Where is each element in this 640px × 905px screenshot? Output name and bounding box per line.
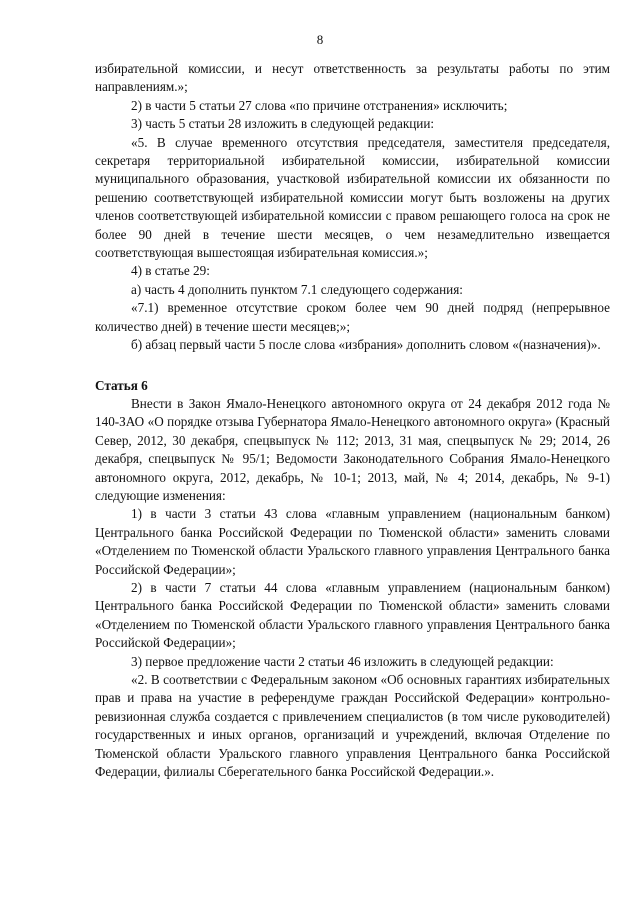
article-heading: Статья 6 [95, 377, 148, 393]
paragraph-item-4b: б) абзац первый части 5 после слова «избрания» дополнить словом «(назначения)». [131, 337, 601, 353]
article-paragraph-intro: Внести в Закон Ямало-Ненецкого автономного округа от 24 декабря 2012 года № 140-ЗАО «О порядке отзыва Губернатора Ямало-Ненецкого автономного округа» (Красный Север, 2012, 30 декабря, спецвыпуск № 112; 2013, 31 мая, спецвыпуск № 29; 2014, 26 декабря, спецвыпуск № 95/1; Ведомости Законодательного Собрания Ямало-Ненецкого автономного округа, 2012, декабрь, № 10-1; 2013, май, № 4; 2014, декабрь, № 9-1) следующие изменения: [95, 395, 610, 503]
paragraph-continuation: избирательной комиссии, и несут ответственность за результаты работы по этим направлениям.»; [95, 61, 610, 95]
paragraph-quote-part-5: «5. В случае временного отсутствия председателя, заместителя председателя, секретаря территориальной избирательной комиссии, избирательной комиссии муниципального образования, участковой избирательной комиссии их обязанности по решению соответствующей избирательной комиссии могут быть возложены на других членов соответствующей избирательной комиссии с правом решающего голоса на срок не более 90 дней в течение шести месяцев, о чем незамедлительно извещается соответствующая вышестоящая избирательная комиссия.»; [95, 134, 610, 261]
article-paragraph-1: 1) в части 3 статьи 43 слова «главным управлением (национальным банком) Центрального банка Российской Федерации по Тюменской области» заменить словами «Отделением по Тюменской области Уральского главного управления Центрального банка Российской Федерации»; [95, 506, 610, 577]
article-paragraph-quote: «2. В соответствии с Федеральным законом «Об основных гарантиях избирательных прав и права на участие в референдуме граждан Российской Федерации» контрольно-ревизионная служба создается с привлечением специалистов (в том числе руководителей) государственных и иных органов, организаций и учреждений, включая Отделение по Тюменской области Уральского главного управления Центрального банка Российской Федерации, филиалы Сберегательного банка Российской Федерации.». [95, 672, 610, 780]
document-body [95, 60, 610, 781]
article-paragraph-3: 3) первое предложение части 2 статьи 46 изложить в следующей редакции: [131, 653, 554, 669]
article-paragraph-2: 2) в части 7 статьи 44 слова «главным управлением (национальным банком) Центрального банка Российской Федерации по Тюменской области» заменить словами «Отделением по Тюменской области Уральского главного управления Центрального банка Российской Федерации»; [95, 579, 610, 651]
paragraph-item-3: 3) часть 5 статьи 28 изложить в следующей редакции: [131, 116, 435, 132]
paragraph-quote-7-1: «7.1) временное отсутствие сроком более чем 90 дней подряд (непрерывное количество дней) в течение шести месяцев;»; [95, 300, 610, 334]
page-number: 8 [316, 32, 324, 47]
paragraph-item-4a: а) часть 4 дополнить пунктом 7.1 следующего содержания: [131, 281, 463, 297]
paragraph-item-4: 4) в статье 29: [131, 263, 210, 279]
paragraph-item-2: 2) в части 5 статьи 27 слова «по причине отстранения» исключить; [131, 97, 508, 113]
